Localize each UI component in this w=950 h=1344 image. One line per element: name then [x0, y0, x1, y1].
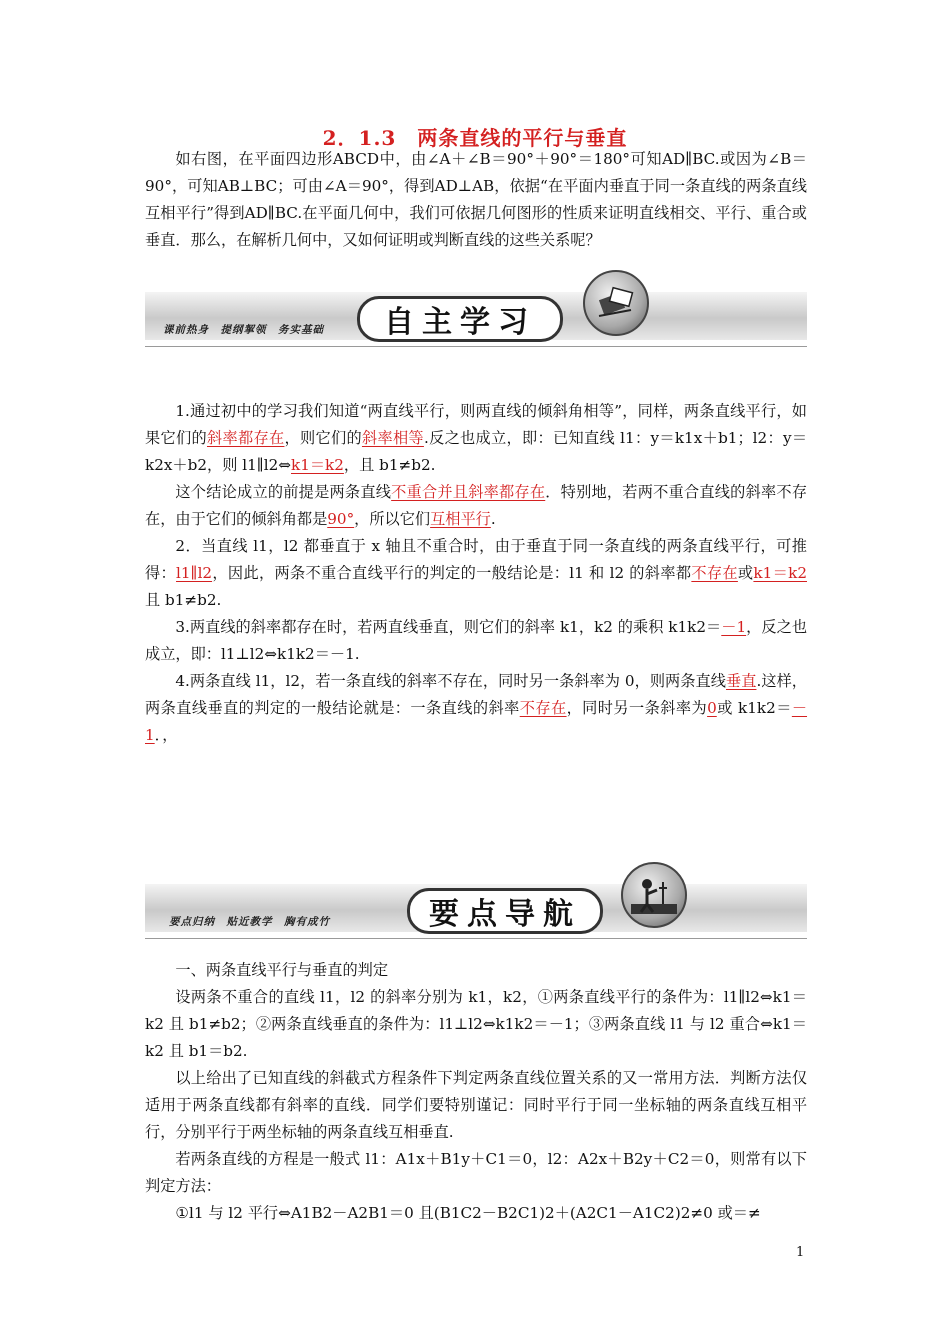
banner-divider — [145, 938, 807, 939]
page-number: 1 — [796, 1245, 805, 1260]
key-points-banner — [145, 862, 807, 940]
self-study-banner — [145, 270, 807, 348]
page-title: 2．1.3 两条直线的平行与垂直 — [322, 126, 628, 150]
intro-paragraph — [145, 146, 807, 254]
guide-paragraph-3: 若两条直线的方程是一般式 l1：A1x＋B1y＋C1＝0，l2：A2x＋B2y＋C2＝0，则常有以下判定方法： — [145, 1150, 807, 1195]
study-item-1-note: 这个结论成立的前提是两条直线不重合并且斜率都存在．特别地，若两不重合直线的斜率不存在，由于它们的倾斜角都是90°，所以它们互相平行. — [145, 483, 808, 528]
guide-paragraph-4: ①l1 与 l2 平行⇔A1B2－A2B1＝0 且(B1C2－B2C1)2＋(A2C1－A1C2)2≠0 或＝≠ — [175, 1204, 761, 1222]
study-emblem-icon — [583, 270, 649, 336]
guide-paragraph-2: 以上给出了已知直线的斜截式方程条件下判定两条直线位置关系的又一常用方法．判断方法仅适用于两条直线都有斜率的直线．同学们要特别谨记：同时平行于同一坐标轴的两条直线互相平行，分别平行于两坐标轴的两条直线互相垂直. — [145, 1069, 807, 1141]
guide-paragraph-1: 设两条不重合的直线 l1，l2 的斜率分别为 k1，k2，①两条直线平行的条件为：l1∥l2⇔k1＝k2 且 b1≠b2；②两条直线垂直的条件为：l1⊥l2⇔k1k2＝－1；③两条直线 l1 与 l2 重合⇔k1＝k2 且 b1＝b2. — [145, 988, 807, 1060]
study-item-4: 4.两条直线 l1，l2，若一条直线的斜率不存在，同时另一条斜率为 0，则两条直线垂直.这样，两条直线垂直的判定的一般结论就是：一条直线的斜率不存在，同时另一条斜率为0或 k1k2＝－1．， — [145, 672, 808, 744]
guide-emblem-icon — [621, 862, 687, 928]
study-item-3: 3.两直线的斜率都存在时，若两直线垂直，则它们的斜率 k1，k2 的乘积 k1k2＝－1，反之也成立，即：l1⊥l2⇔k1k2＝－1. — [145, 618, 808, 663]
banner-heading: 自主学习 — [357, 296, 563, 342]
banner-heading: 要点导航 — [407, 888, 603, 934]
key-points-section — [145, 957, 807, 1227]
study-item-1: 1.通过初中的学习我们知道“两直线平行，则两直线的倾斜角相等”，同样，两条直线平行，如果它们的斜率都存在，则它们的斜率相等.反之也成立，即：已知直线 l1：y＝k1x＋b1；l2：y＝k2x＋b2，则 l1∥l2⇔k1＝k2，且 b1≠b2. — [145, 402, 808, 474]
banner-divider — [145, 346, 807, 347]
banner-tagline: 课前热身 提纲挈领 务实基础 — [163, 324, 324, 336]
self-study-section — [145, 398, 807, 749]
section-heading: 一、两条直线平行与垂直的判定 — [175, 961, 389, 979]
intro-text: 如右图，在平面四边形ABCD中，由∠A＋∠B＝90°＋90°＝180°可知AD∥BC.或因为∠B＝90°，可知AB⊥BC；可由∠A＝90°，得到AD⊥AB，依据“在平面内垂直于同一条直线的两条直线互相平行”得到AD∥BC.在平面几何中，我们可依据几何图形的性质来证明直线相交、平行、重合或垂直．那么，在解析几何中，又如何证明或判断直线的这些关系呢？ — [145, 150, 807, 249]
study-item-2: 2．当直线 l1，l2 都垂直于 x 轴且不重合时，由于垂直于同一条直线的两条直线平行，可推得：l1∥l2，因此，两条不重合直线平行的判定的一般结论是：l1 和 l2 的斜率都不存在或k1＝k2且 b1≠b2. — [145, 537, 807, 609]
banner-tagline: 要点归纳 贴近教学 胸有成竹 — [169, 916, 330, 928]
